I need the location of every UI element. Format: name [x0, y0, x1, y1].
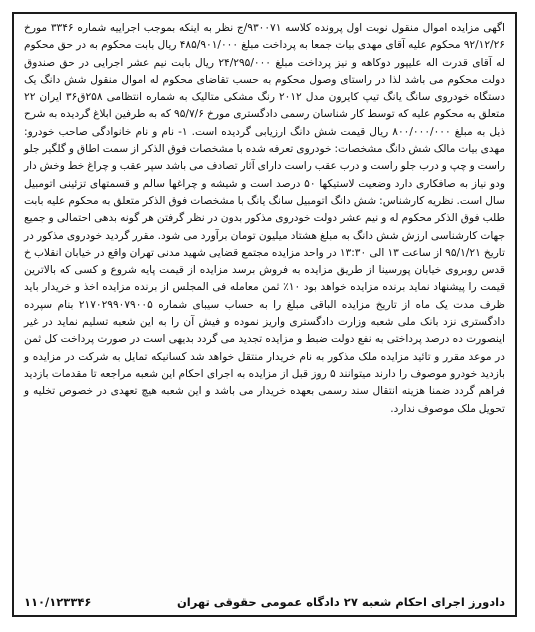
- auction-notice: [12, 12, 517, 617]
- notice-body-text: اگهی مزایده اموال منقول نوبت اول پرونده کلاسه ۹۳۰۰۷۱/ج نظر به اینکه بموجب اجراییه شماره ۳۳۴۶ مورخ ۹۲/۱۲/۲۶ محکوم علیه آقای مهدی بیات جمعا به پرداخت مبلغ ۴۸۵/۹۰۱/۰۰۰ ریال بابت محکوم به در حق محکوم له آقای قدرت اله علیپور دوکاهه و نیز پرداخت مبلغ ۲۴/۲۹۵/۰۰۰ ریال بابت نیم عشر اجرایی در حق صندوق دولت محکوم می باشد لذا در راستای وصول محکوم به حسب تقاضای محکوم له اموال منقول شش دانگ یک دستگاه خودروی سانگ یانگ تیپ کایرون مدل ۲۰۱۲ رنگ مشکی متالیک به شماره انتظامی ۲۵۸ق۳۶ ایران ۲۲ متعلق به محکوم علیه که توسط کار شناسان رسمی دادگستری مورخ ۹۵/۷/۶ که به طرفین ابلاغ گردیده به شرح ذیل به مبلغ ۸۰۰/۰۰۰/۰۰۰ ریال قیمت شش دانگ ارزیابی گردیده است. ۱- نام و نام خانوادگی صاحب خودرو: مهدی بیات مالک شش دانگ مشخصات: خودروی تعرفه شده با مشخصات فوق الذکر از سمت اطاق و گلگیر جلو راست و چپ و درب جلو راست و درب عقب راست دارای آثار تصادف می باشد سپر عقب و چراغ خط وخش دار ودو نیاز به صافکاری دارد وضعیت لاستیکها ۵۰ درصد است و شیشه و چراغها سالم و قسمتهای تزئینی اتومبیل سال است. نظریه کارشناس: شش دانگ اتومبیل سانگ یانگ با مشخصات فوق الذکر متعلق به محکوم علیه بابت طلب فوق الذکر محکوم له و نیم عشر دولت خودروی مذکور بدون در نظر گرفتن هر گونه بدهی احتمالی و جمیع جهات کارشناسی ارزش شش دانگ به مبلغ هشتاد میلیون تومان برآورد می شود. مقرر گردید خودروی مذکور در تاریخ ۹۵/۱/۲۱ از ساعت ۱۳ الی ۱۳:۳۰ در واحد مزایده مجتمع قضایی شهید مدنی تهران واقع در خیابان انقلاب خ قدس روبروی خیابان پورسینا از طریق مزایده به فروش برسد مزایده از قیمت پایه شروع و کسی که بالاترین قیمت را پیشنهاد نماید برنده مزایده خواهد بود ۱۰٪ ثمن معامله فی المجلس از برنده مزایده اخذ و خریدار باید ظرف مدت یک ماه از تاریخ مزایده الباقی مبلغ را به حساب سیبای شماره ۲۱۷۰۲۹۹۰۷۹۰۰۵ بنام سپرده دادگستری نزد بانک ملی شعبه وزارت دادگستری واریز نموده و فیش آن را به این شعبه تسلیم نماید در غیر اینصورت ده درصد پرداختی به نفع دولت ضبط و مزایده تجدید می گردد بدیهی است در صورت پرداخت کل ثمن در موعد مقرر و تائید مزایده ملک مذکور به نام خریدار منتقل خواهد شد کسانیکه تمایل به شرکت در مزایده و بازدید خودرو موصوف را دارند میتوانند ۵ روز قبل از مزایده به اجرای احکام این شعبه مراجعه تا مقدمات بازدید فراهم گردد ضمنا هزینه انتقال سند رسمی بعهده خریدار می باشد و این شعبه هیچ تعهدی در خصوص تخلیه و تحویل ملک موصوف ندارد.: [24, 22, 506, 415]
- signer-line: دادورز اجرای احکام شعبه ۲۷ دادگاه عمومی حقوقی تهران: [176, 595, 505, 609]
- notice-footer: [24, 595, 505, 609]
- notice-code: ۱۱۰/۱۲۳۳۴۶: [24, 595, 92, 609]
